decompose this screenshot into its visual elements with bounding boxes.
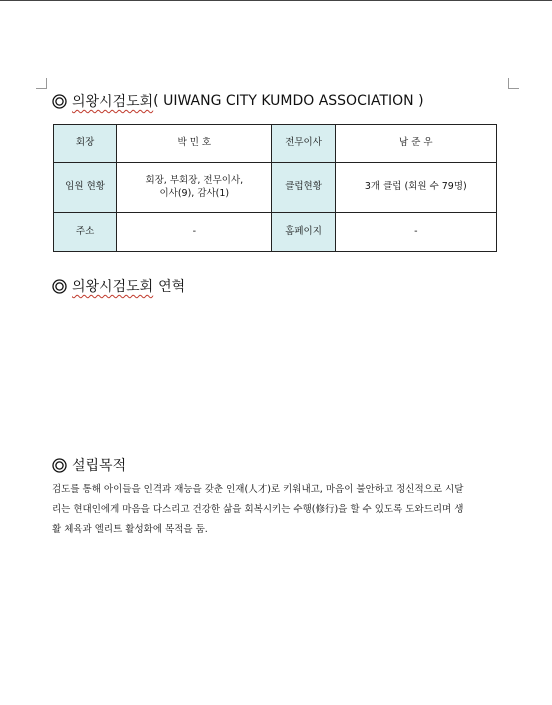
margin-corner-right (508, 78, 519, 89)
page-top-border (0, 0, 552, 1)
value-homepage: - (335, 213, 496, 252)
table-row (54, 213, 497, 252)
section-heading-history (52, 276, 185, 296)
purpose-paragraph (52, 480, 507, 540)
officers-line-1: 회장, 부회장, 전무이사, (145, 174, 244, 186)
label-clubs: 클럽현황 (272, 163, 335, 213)
title-english: ( UIWANG CITY KUMDO ASSOCIATION ) (153, 93, 424, 109)
purpose-line-2: 리는 현대인에게 마음을 다스리고 건강한 삶을 회복시키는 수행(修行)을 할 수 있도록 도와드리며 생 (52, 504, 464, 515)
label-executive-director: 전무이사 (272, 125, 335, 163)
double-circle-icon (52, 458, 67, 473)
value-officers (117, 163, 272, 213)
value-clubs: 3개 클럽 (회원 수 79명) (335, 163, 496, 213)
label-homepage: 홈페이지 (272, 213, 335, 252)
purpose-line-3: 활 체육과 엘리트 활성화에 목적을 둠. (52, 524, 208, 535)
purpose-heading-text: 설립목적 (72, 458, 127, 474)
double-circle-icon (52, 279, 67, 294)
value-executive-director: 남 준 우 (335, 125, 496, 163)
officers-line-2: 이사(9), 감사(1) (159, 187, 230, 199)
association-info-table (53, 124, 497, 252)
margin-corner-left (36, 78, 47, 89)
section-heading-title (52, 91, 424, 111)
label-address: 주소 (54, 213, 117, 252)
history-korean: 의왕시검도회 (72, 279, 154, 295)
label-officers: 임원 현황 (54, 163, 117, 213)
table-row (54, 125, 497, 163)
section-heading-purpose (52, 455, 126, 475)
value-address: - (117, 213, 272, 252)
purpose-line-1: 검도를 통해 아이들을 인격과 재능을 갖춘 인재(人才)로 키워내고, 마음이 불안하고 정신적으로 시달 (52, 484, 464, 495)
label-president: 회장 (54, 125, 117, 163)
title-korean: 의왕시검도회 (72, 94, 154, 110)
history-suffix: 연혁 (158, 279, 186, 295)
value-president: 박 민 호 (117, 125, 272, 163)
double-circle-icon (52, 94, 67, 109)
table-row (54, 163, 497, 213)
